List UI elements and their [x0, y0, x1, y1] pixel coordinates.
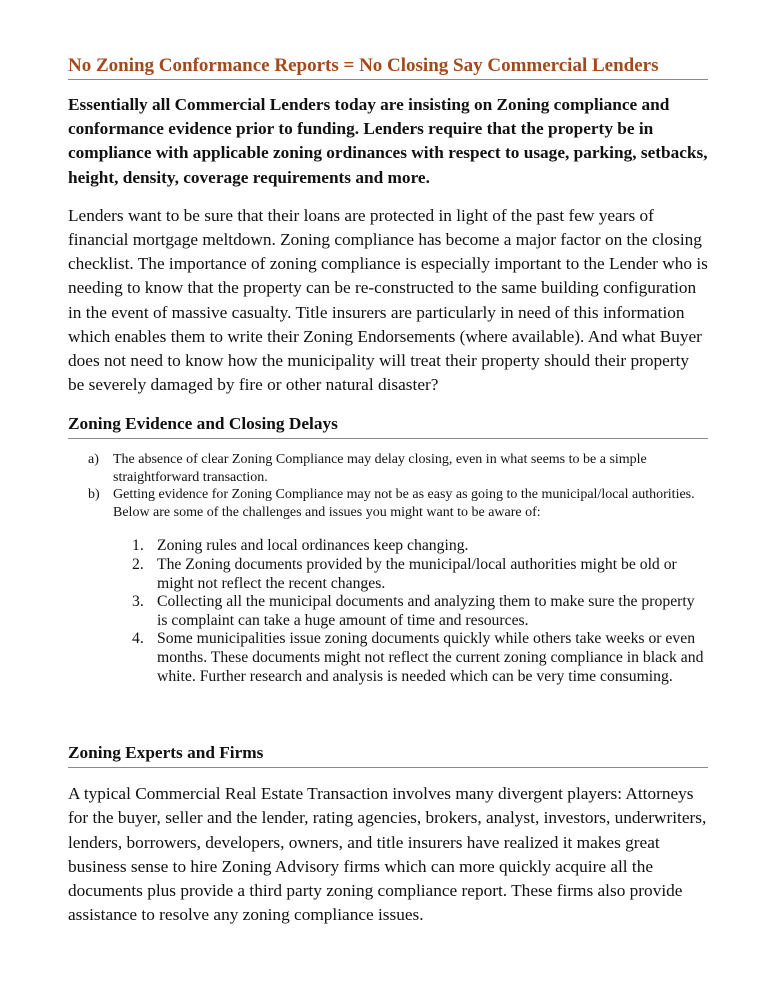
list-marker: 1. [132, 537, 144, 555]
list-marker: a) [88, 452, 99, 468]
list-item-text: The Zoning documents provided by the municipal/local authorities might be old or might not reflect the recent changes. [157, 556, 677, 592]
list-marker: 4. [132, 630, 144, 648]
list-item [132, 556, 708, 593]
list-marker: b) [88, 487, 100, 503]
list-item-text: The absence of clear Zoning Compliance may delay closing, even in what seems to be a simple straightforward transaction. [113, 452, 647, 485]
body-paragraph-2: A typical Commercial Real Estate Transaction involves many divergent players: Attorneys for the buyer, seller and the lender, rating agencies, brokers, analyst, investors, underwriters, lenders, borrowers, developers, owners, and title insurers have realized it makes great business sense to hire Zoning Advisory firms which can more quickly acquire all the documents plus provide a third party zoning compliance report. These firms also provide assistance to resolve any zoning compliance issues. [68, 784, 707, 925]
list-item [132, 593, 708, 630]
section-heading-zoning-experts: Zoning Experts and Firms [68, 742, 708, 768]
list-item [88, 451, 708, 486]
section-heading-closing-delays: Zoning Evidence and Closing Delays [68, 413, 708, 439]
challenges-list [68, 537, 708, 686]
list-item [88, 486, 708, 521]
list-item-text: Some municipalities issue zoning documents quickly while others take weeks or even months. These documents might not reflect the current zoning compliance in black and white. Further research and analysis is needed which can be very time consuming. [157, 630, 704, 685]
list-item-text: Collecting all the municipal documents and analyzing them to make sure the property is complaint can take a huge amount of time and resources. [157, 593, 695, 629]
intro-paragraph: Essentially all Commercial Lenders today are insisting on Zoning compliance and conformance evidence prior to funding. Lenders require that the property be in compliance with applicable zoning ordinances with respect to usage, parking, setbacks, height, density, coverage requirements and more. [68, 95, 708, 187]
body-paragraph-1: Lenders want to be sure that their loans are protected in light of the past few years of financial mortgage meltdown. Zoning compliance has become a major factor on the closing checklist. The importance of zoning compliance is especially important to the Lender who is needing to know that the property can be re-constructed to the same building configuration in the event of massive casualty. Title insurers are particularly in need of this information which enables them to write their Zoning Endorsements (where available). And what Buyer does not need to know how the municipality will treat their property should their property be severely damaged by fire or other natural disaster? [68, 205, 708, 395]
list-marker: 2. [132, 556, 144, 574]
document-title: No Zoning Conformance Reports = No Closing Say Commercial Lenders [68, 54, 708, 80]
list-marker: 3. [132, 593, 144, 611]
list-item-text: Getting evidence for Zoning Compliance may not be as easy as going to the municipal/local authorities. Below are some of the challenges and issues you might want to be aware of: [113, 487, 695, 520]
list-item [132, 630, 708, 686]
list-item [132, 537, 708, 556]
closing-delay-list [68, 451, 708, 521]
list-item-text: Zoning rules and local ordinances keep changing. [157, 537, 469, 555]
